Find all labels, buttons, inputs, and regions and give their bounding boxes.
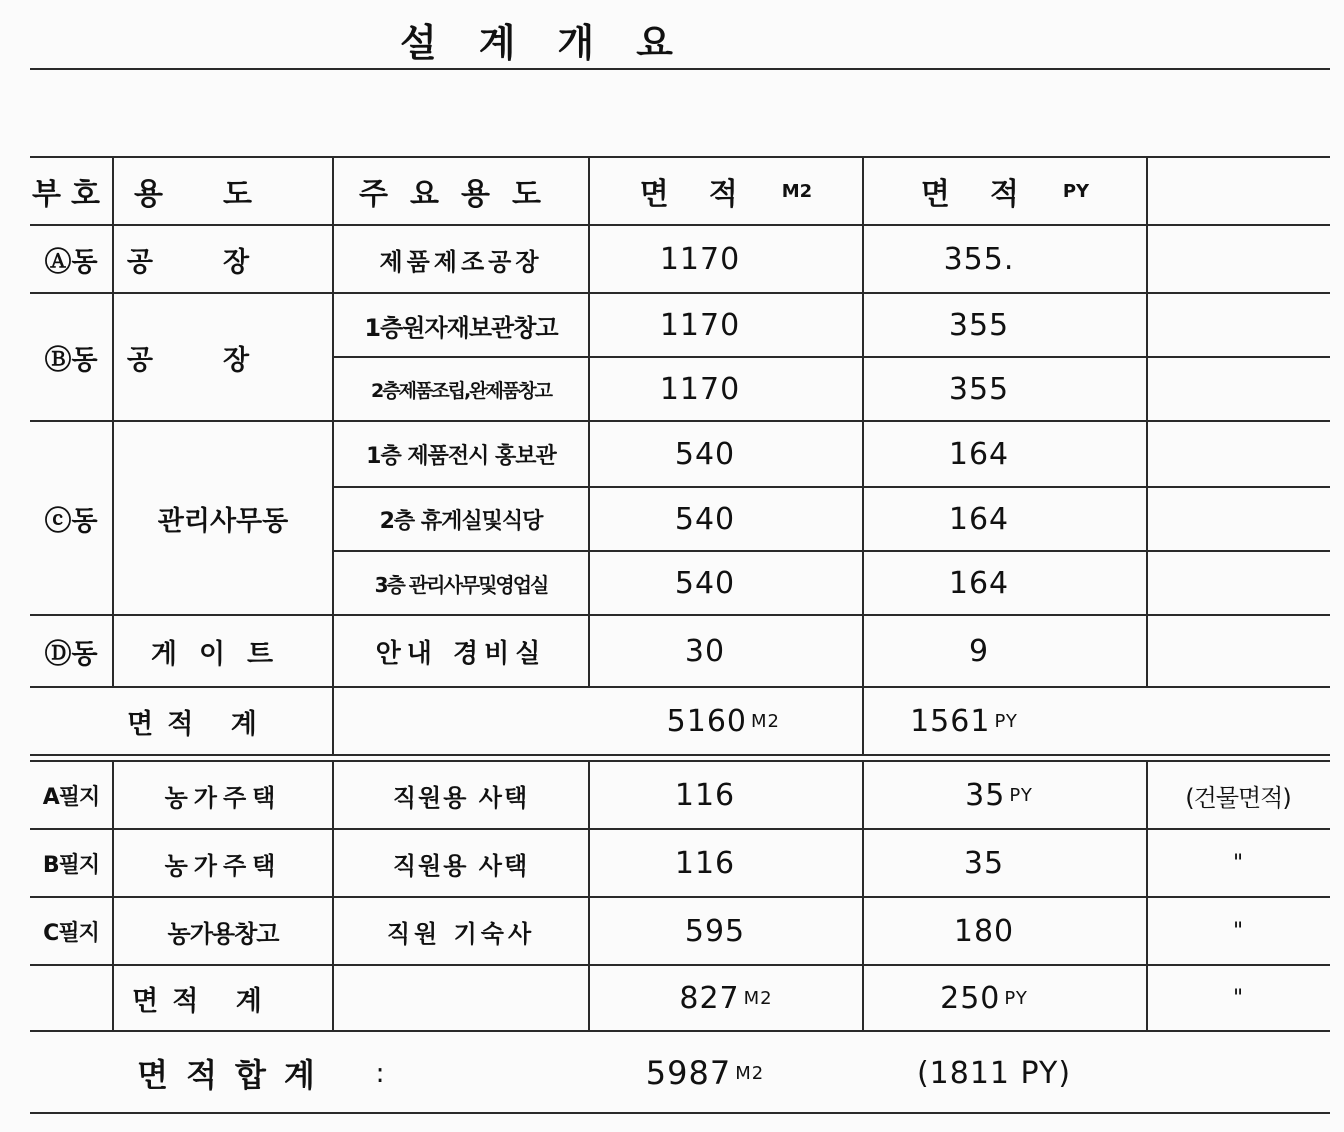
- building-b-row2-area-py: 355: [948, 371, 1010, 407]
- grand-total-label: 면적합계: [137, 1056, 333, 1094]
- lot-c-area-m2: 595: [684, 913, 746, 949]
- lot-b-area-m2: 116: [674, 845, 736, 881]
- subtotal1-area-m2: 5160 M2: [666, 703, 780, 739]
- header-area-py: 면적 PY: [920, 177, 1090, 212]
- building-c-row2-main-usage: 2층 휴게실및식당: [379, 508, 543, 534]
- building-a-area-m2: 1170: [659, 241, 741, 277]
- lot-a-main-usage: 직원용 사택: [392, 783, 530, 812]
- lot-c-usage: 농가용창고: [167, 919, 279, 948]
- lot-a-usage: 농가주택: [164, 783, 282, 812]
- building-d-code: Ⓓ동: [44, 638, 98, 670]
- subtotal2-area-py: 250 PY: [940, 980, 1028, 1016]
- subtotal2-area-m2: 827 M2: [679, 980, 773, 1016]
- lot-a-area-m2: 116: [674, 777, 736, 813]
- building-c-usage: 관리사무동: [157, 505, 289, 537]
- building-b-row1-area-m2: 1170: [659, 307, 741, 343]
- lot-c-note: ": [1232, 918, 1244, 944]
- lot-a-code: A필지: [42, 784, 100, 810]
- header-main-usage: 주요용도: [359, 177, 563, 212]
- building-d-usage: 게이트: [150, 638, 296, 670]
- lot-c-area-py: 180: [953, 913, 1015, 949]
- subtotal1-label: 면적 계: [127, 708, 271, 740]
- lot-b-main-usage: 직원용 사택: [392, 851, 530, 880]
- subtotal1-area-py: 1561 PY: [910, 703, 1018, 739]
- lot-b-area-py: 35: [963, 845, 1005, 881]
- title-rule: [30, 68, 1330, 70]
- building-c-row3-area-m2: 540: [674, 565, 736, 601]
- subtotal2-note: ": [1232, 985, 1244, 1011]
- header-code: 부호: [32, 177, 110, 212]
- building-a-code: Ⓐ동: [44, 246, 98, 278]
- grand-total-colon: :: [375, 1057, 385, 1089]
- building-c-row1-main-usage: 1층 제품전시 홍보관: [366, 443, 556, 469]
- lot-a-area-py: 35 PY: [965, 777, 1033, 813]
- bottom-rule: [30, 1112, 1330, 1114]
- building-c-row3-area-py: 164: [948, 565, 1010, 601]
- building-b-row2-main-usage: 2층제품조립,완제품창고: [371, 379, 551, 402]
- building-c-row3-main-usage: 3층 관리사무및영업실: [374, 572, 548, 597]
- lot-b-note: ": [1232, 850, 1244, 876]
- building-b-row2-area-m2: 1170: [659, 371, 741, 407]
- building-a-main-usage: 제품제조공장: [379, 247, 543, 276]
- lot-a-note: (건물면적): [1185, 783, 1291, 812]
- lot-b-code: B필지: [42, 852, 100, 878]
- building-d-area-py: 9: [968, 633, 990, 669]
- building-b-usage: 공장: [126, 344, 320, 376]
- building-c-row1-area-m2: 540: [674, 436, 736, 472]
- header-area-m2: 면적 M2: [639, 177, 813, 212]
- building-d-area-m2: 30: [684, 633, 726, 669]
- grand-total-area-py: (1811 PY): [916, 1055, 1072, 1091]
- page-title: 설계개요: [400, 21, 715, 65]
- header-usage: 용도: [134, 177, 312, 212]
- grand-total-area-m2: 5987 M2: [645, 1054, 765, 1092]
- building-b-code: Ⓑ동: [44, 344, 98, 376]
- building-d-main-usage: 안내 경비실: [375, 638, 547, 669]
- building-c-code: ⓒ동: [44, 505, 98, 537]
- double-rule-a: [30, 754, 1330, 756]
- building-b-row1-main-usage: 1층원자재보관창고: [364, 313, 558, 342]
- lot-c-main-usage: 직원 기숙사: [386, 919, 536, 948]
- building-b-row1-area-py: 355: [948, 307, 1010, 343]
- lot-c-code: C필지: [43, 920, 99, 946]
- building-c-row2-area-py: 164: [948, 501, 1010, 537]
- building-a-usage: 공장: [126, 246, 320, 278]
- lot-b-usage: 농가주택: [164, 851, 282, 880]
- building-a-area-py: 355.: [943, 241, 1015, 277]
- building-c-row2-area-m2: 540: [674, 501, 736, 537]
- building-c-row1-area-py: 164: [948, 436, 1010, 472]
- subtotal2-label: 면적 계: [132, 985, 276, 1017]
